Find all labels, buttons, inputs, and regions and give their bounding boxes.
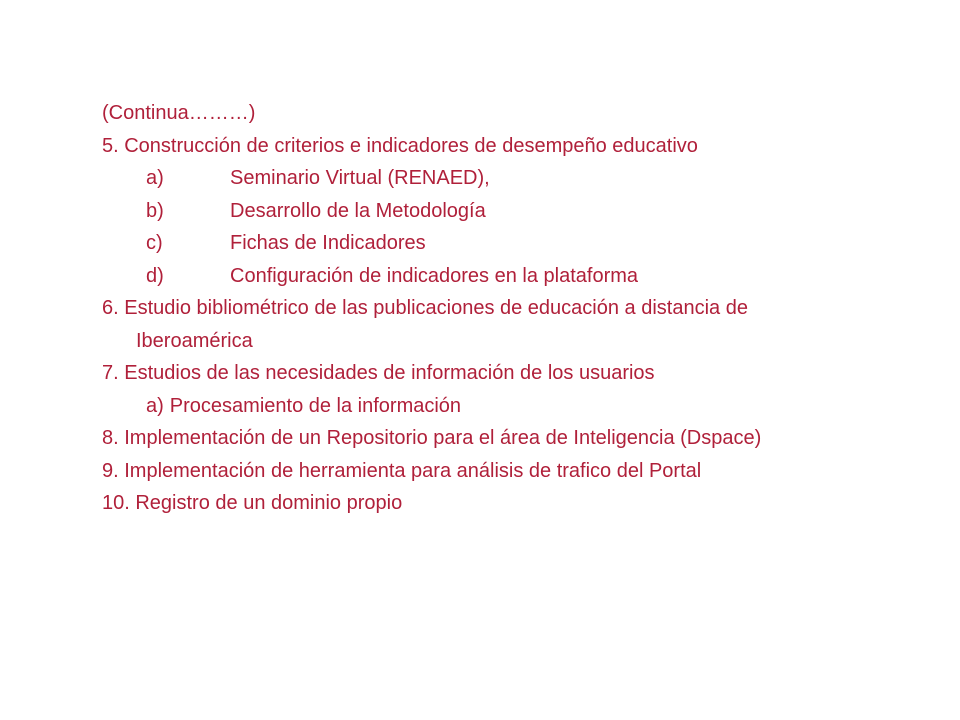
list-item-5d	[102, 260, 960, 293]
list-item-text: Desarrollo de la Metodología	[230, 199, 486, 222]
list-item-7a	[102, 390, 960, 423]
list-item-6: 6. Estudio bibliométrico de las publicaciones de educación a distancia de	[102, 297, 748, 319]
list-marker: a)	[146, 394, 164, 417]
list-item-text: Fichas de Indicadores	[230, 232, 426, 254]
list-marker: a)	[146, 167, 164, 189]
list-item-5a	[102, 162, 960, 195]
list-item-5b	[102, 195, 960, 228]
list-item-10: 10. Registro de un dominio propio	[102, 492, 403, 514]
list-item-text: Seminario Virtual (RENAED),	[230, 167, 490, 189]
list-item-6-continuation: Iberoamérica	[136, 329, 253, 352]
list-item-8: 8. Implementación de un Repositorio para el área de Inteligencia (Dspace)	[102, 427, 762, 449]
list-item-5: 5. Construcción de criterios e indicadores de desempeño educativo	[102, 134, 698, 157]
slide-body	[102, 97, 960, 520]
list-marker: b)	[146, 199, 164, 222]
list-item-5c	[102, 227, 960, 260]
list-item-9: 9. Implementación de herramienta para análisis de trafico del Portal	[102, 459, 702, 482]
list-marker: c)	[146, 232, 163, 254]
list-item-text: Configuración de indicadores en la plataforma	[230, 264, 639, 287]
list-item-7: 7. Estudios de las necesidades de información de los usuarios	[102, 362, 655, 384]
continuation-note: (Continua………)	[102, 102, 256, 124]
list-item-text: Procesamiento de la información	[169, 394, 462, 417]
list-marker: d)	[146, 264, 164, 287]
